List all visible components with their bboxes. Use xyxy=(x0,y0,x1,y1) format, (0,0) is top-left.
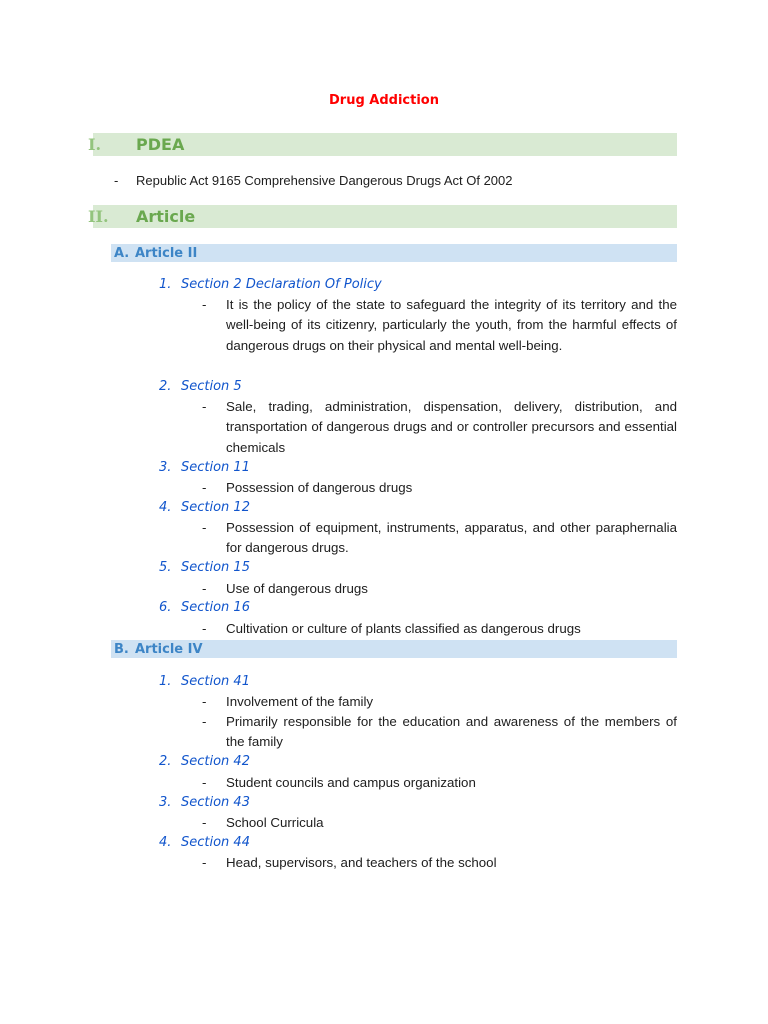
bullet-dash: - xyxy=(202,581,207,596)
subsection-title: Article IV xyxy=(135,641,203,657)
bullet-text: Primarily responsible for the education and awareness of the members of the family xyxy=(226,714,677,750)
item-title: Section 11 xyxy=(181,460,250,475)
subsection-label: A. xyxy=(114,245,130,261)
item-bullet xyxy=(202,397,677,458)
item-bullet xyxy=(202,619,677,639)
bullet-dash: - xyxy=(202,855,207,870)
item-number: 4. xyxy=(159,835,172,850)
bullet-dash: - xyxy=(202,694,207,709)
bullet-text: Sale, trading, administration, dispensation, delivery, distribution, and transportation of dangerous drugs and or controller precursors and essential chemicals xyxy=(226,399,677,455)
item-number: 1. xyxy=(159,674,172,689)
item-number: 6. xyxy=(159,600,172,615)
item-bullet xyxy=(202,813,677,833)
bullet-dash: - xyxy=(202,399,207,414)
bullet-text: Possession of equipment, instruments, apparatus, and other paraphernalia for dangerous drugs. xyxy=(226,520,677,556)
bullet-text: Cultivation or culture of plants classified as dangerous drugs xyxy=(226,621,581,636)
item-title: Section 43 xyxy=(181,795,250,810)
item-title: Section 42 xyxy=(181,754,250,769)
item-bullet xyxy=(202,518,677,559)
item-title: Section 41 xyxy=(181,674,250,689)
item-number: 2. xyxy=(159,379,172,394)
subsection-heading-article-iv xyxy=(111,640,677,658)
item-title: Section 44 xyxy=(181,835,250,850)
section-title: Article xyxy=(136,207,196,226)
bullet-text: Possession of dangerous drugs xyxy=(226,480,413,495)
item-bullet xyxy=(202,853,677,873)
subsection-heading-article-ii xyxy=(111,244,677,262)
bullet-dash: - xyxy=(114,173,119,188)
item-number: 5. xyxy=(159,560,172,575)
document-title: Drug Addiction xyxy=(329,93,439,108)
item-bullet xyxy=(202,773,677,793)
bullet-text: Involvement of the family xyxy=(226,694,374,709)
bullet-dash: - xyxy=(202,480,207,495)
section-title: PDEA xyxy=(136,135,185,154)
section-heading-pdea xyxy=(88,133,677,156)
item-title: Section 2 Declaration Of Policy xyxy=(181,277,382,292)
bullet-text: Student councils and campus organization xyxy=(226,775,476,790)
item-title: Section 15 xyxy=(181,560,250,575)
item-number: 3. xyxy=(159,460,172,475)
bullet-dash: - xyxy=(202,520,207,535)
bullet-dash: - xyxy=(202,297,207,312)
bullet-dash: - xyxy=(202,714,207,729)
bullet-dash: - xyxy=(202,621,207,636)
item-title: Section 12 xyxy=(181,500,250,515)
bullet-text: It is the policy of the state to safeguard the integrity of its territory and the well-being of its citizenry, particularly the youth, from the harmful effects of dangerous drugs on their physical and mental well-being. xyxy=(226,297,677,353)
section-number: II. xyxy=(88,207,109,226)
item-number: 1. xyxy=(159,277,172,292)
item-title: Section 5 xyxy=(181,379,242,394)
item-number: 3. xyxy=(159,795,172,810)
section-heading-article xyxy=(88,205,677,228)
item-number: 2. xyxy=(159,754,172,769)
item-bullet xyxy=(202,478,677,498)
subsection-title: Article II xyxy=(135,245,198,261)
bullet-text: Head, supervisors, and teachers of the school xyxy=(226,855,497,870)
bullet-dash: - xyxy=(202,815,207,830)
item-number: 4. xyxy=(159,500,172,515)
bullet-text: Use of dangerous drugs xyxy=(226,581,368,596)
bullet-text: School Curricula xyxy=(226,815,324,830)
item-bullet xyxy=(202,295,677,356)
section-number: I. xyxy=(88,135,102,154)
bullet-dash: - xyxy=(202,775,207,790)
item-bullet xyxy=(202,692,677,712)
item-bullet xyxy=(202,712,677,753)
subsection-label: B. xyxy=(114,641,129,657)
pdea-bullet-text: Republic Act 9165 Comprehensive Dangerous Drugs Act Of 2002 xyxy=(136,173,513,188)
item-bullet xyxy=(202,579,677,599)
item-title: Section 16 xyxy=(181,600,250,615)
